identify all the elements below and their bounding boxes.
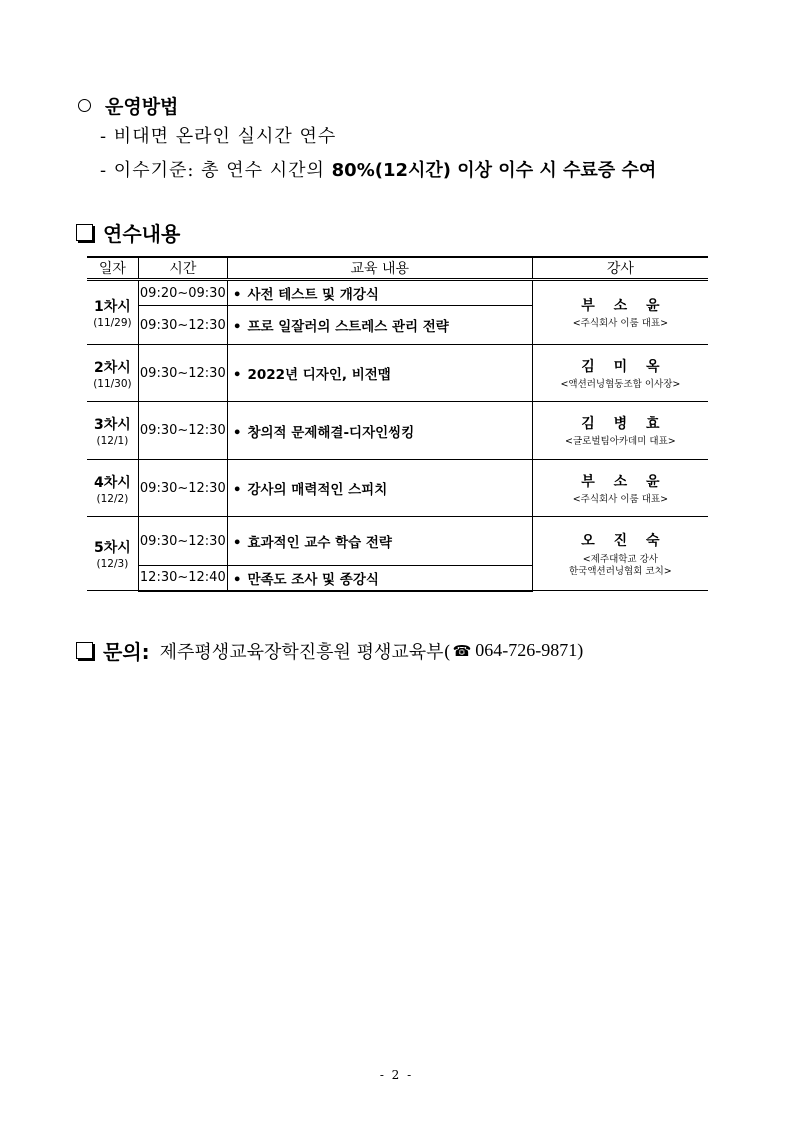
operation-line-1: - 비대면 온라인 실시간 연수 xyxy=(100,126,337,147)
day-name: 5차시 xyxy=(94,540,131,556)
instructor-cell xyxy=(532,460,708,517)
instructor-role: <액션러닝협동조합 이사장> xyxy=(560,378,681,390)
contact-phone: 064-726-9871) xyxy=(475,640,584,660)
instructor-cell xyxy=(532,517,708,591)
operation-heading xyxy=(78,92,178,119)
instructor-name: 부 소 윤 xyxy=(581,473,667,490)
content-cell xyxy=(227,345,532,402)
content-section-heading-text: 연수내용 xyxy=(103,222,181,246)
day-date: (11/30) xyxy=(93,377,132,390)
content-cell xyxy=(227,402,532,460)
time-cell: 09:30~12:30 xyxy=(138,345,227,402)
bullet-icon: • xyxy=(232,287,242,303)
instructor-role: <주식회사 이룸 대표> xyxy=(572,493,669,505)
table-row xyxy=(87,460,708,517)
time-cell: 09:30~12:30 xyxy=(138,306,227,345)
instructor-role: <글로벌팀아카데미 대표> xyxy=(565,436,676,447)
instructor-cell xyxy=(532,402,708,460)
table-row xyxy=(87,280,708,306)
content-text: 프로 일잘러의 스트레스 관리 전략 xyxy=(247,319,449,335)
table-row xyxy=(87,402,708,460)
day-name: 4차시 xyxy=(94,474,131,491)
day-name: 3차시 xyxy=(94,417,131,433)
page-number: - 2 - xyxy=(379,1068,414,1082)
instructor-role-line-1: <제주대학교 강사 xyxy=(582,553,658,565)
time-cell: 09:20~09:30 xyxy=(138,280,227,306)
header-time: 시간 xyxy=(138,257,227,280)
day-cell xyxy=(87,280,138,345)
bullet-icon: • xyxy=(232,424,242,441)
table-row xyxy=(87,345,708,402)
day-name: 1차시 xyxy=(94,299,131,315)
time-cell: 12:30~12:40 xyxy=(138,566,227,591)
time-cell: 09:30~12:30 xyxy=(138,460,227,517)
instructor-name: 부 소 윤 xyxy=(581,298,667,314)
instructor-name: 오 진 숙 xyxy=(581,532,667,549)
checkbox-square-icon xyxy=(76,642,93,659)
instructor-role: <주식회사 이룸 대표> xyxy=(572,318,669,329)
content-text: 사전 테스트 및 개강식 xyxy=(247,287,379,303)
bullet-icon: • xyxy=(232,319,242,335)
schedule-table xyxy=(87,256,708,592)
day-cell xyxy=(87,345,138,402)
day-cell xyxy=(87,402,138,460)
day-date: (12/2) xyxy=(96,492,129,505)
phone-icon: ☎ xyxy=(452,641,472,660)
instructor-cell xyxy=(532,280,708,345)
content-cell xyxy=(227,517,532,566)
instructor-cell xyxy=(532,345,708,402)
table-row xyxy=(87,517,708,566)
content-text: 만족도 조사 및 종강식 xyxy=(247,571,379,588)
day-date: (12/3) xyxy=(96,558,129,570)
contact-label: 문의: xyxy=(103,640,150,664)
day-cell xyxy=(87,517,138,591)
content-text: 2022년 디자인, 비전맵 xyxy=(247,367,391,383)
content-text: 창의적 문제해결-디자인씽킹 xyxy=(247,424,415,441)
instructor-name: 김 미 옥 xyxy=(581,358,667,375)
day-date: (12/1) xyxy=(96,435,129,447)
operation-line-2 xyxy=(100,156,656,182)
operation-heading-text: 운영방법 xyxy=(105,96,179,118)
operation-line-2-prefix: - 이수기준: 총 연수 시간의 xyxy=(100,160,332,181)
day-name: 2차시 xyxy=(94,359,131,376)
operation-line-2-strong: 80%(12시간) 이상 이수 시 수료증 수여 xyxy=(331,160,657,181)
circle-bullet-icon xyxy=(78,99,91,112)
content-cell xyxy=(227,460,532,517)
content-cell xyxy=(227,280,532,306)
table-header-row xyxy=(87,257,708,280)
content-cell xyxy=(227,306,532,345)
bullet-icon: • xyxy=(232,535,242,551)
content-cell xyxy=(227,566,532,591)
bullet-icon: • xyxy=(232,367,242,383)
day-date: (11/29) xyxy=(93,317,132,329)
instructor-role-line-2: 한국액션러닝협회 코치> xyxy=(569,565,672,577)
contact-org: 제주평생교육장학진흥원 평생교육부( xyxy=(159,641,451,663)
time-cell: 09:30~12:30 xyxy=(138,402,227,460)
checkbox-square-icon xyxy=(76,224,93,241)
time-cell: 09:30~12:30 xyxy=(138,517,227,566)
header-day: 일자 xyxy=(87,257,138,280)
contact-section xyxy=(76,636,583,665)
header-instructor: 강사 xyxy=(532,257,708,280)
header-content: 교육 내용 xyxy=(227,257,532,280)
bullet-icon: • xyxy=(232,482,242,498)
day-cell xyxy=(87,460,138,517)
content-text: 효과적인 교수 학습 전략 xyxy=(247,535,392,551)
content-text: 강사의 매력적인 스피치 xyxy=(247,482,388,498)
bullet-icon: • xyxy=(232,571,242,588)
content-section-heading xyxy=(76,218,180,247)
instructor-name: 김 병 효 xyxy=(581,416,667,432)
